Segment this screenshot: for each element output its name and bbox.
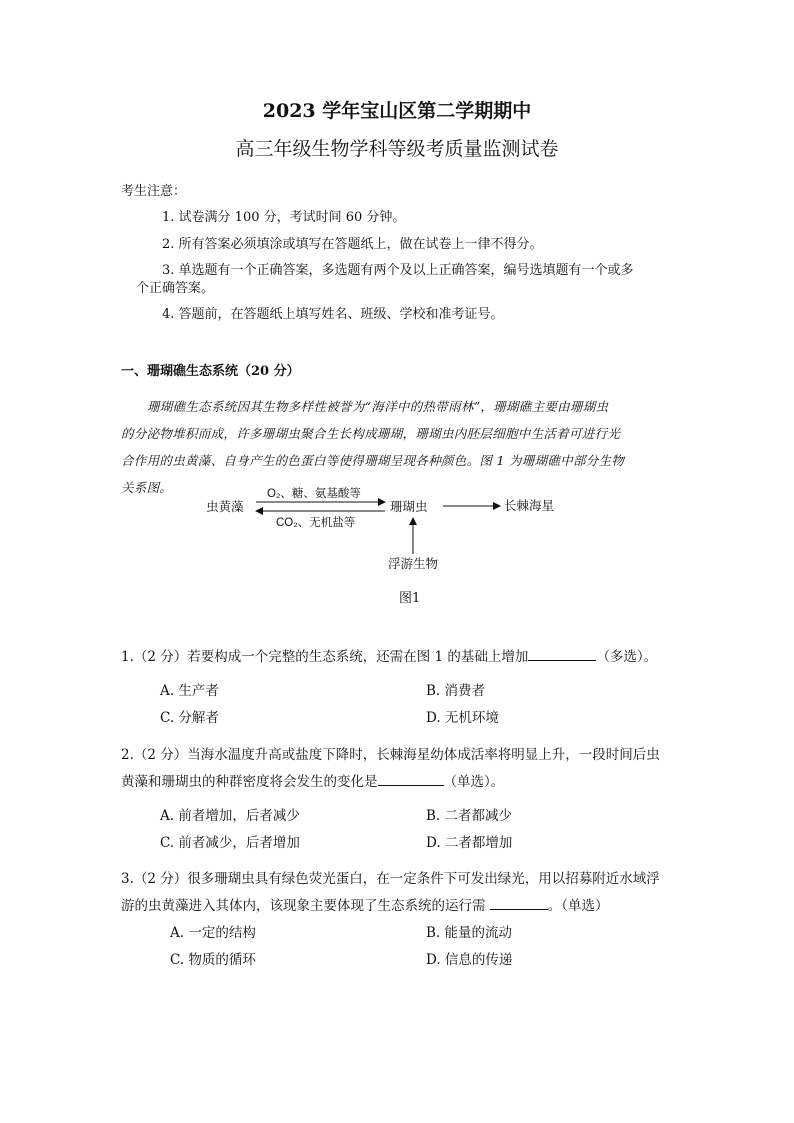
notice-item-2: 2. 所有答案必须填涂或填写在答题纸上，做在试卷上一律不得分。 (162, 237, 543, 252)
notice-item-3: 3. 单选题有一个正确答案，多选题有两个及以上正确答案，编号选填题有一个或多 (162, 263, 634, 278)
option-item[interactable]: D. 二者都增加 (426, 835, 513, 851)
option-item[interactable]: C. 前者减少，后者增加 (160, 835, 300, 851)
exam-title-line1: 2023 学年宝山区第二学期期中 (262, 100, 532, 122)
answer-blank (490, 895, 548, 910)
answer-blank (528, 646, 596, 661)
option-item[interactable]: B. 消费者 (426, 683, 486, 699)
option-item[interactable]: D. 无机环境 (426, 710, 499, 726)
figure-1-diagram (190, 482, 590, 582)
option-item[interactable]: A. 生产者 (160, 683, 219, 699)
notice-item-1: 1. 试卷满分 100 分，考试时间 60 分钟。 (162, 210, 406, 225)
option-item[interactable]: C. 分解者 (160, 710, 219, 726)
option-item[interactable]: C. 物质的循环 (170, 952, 256, 968)
node-plankton: 浮游生物 (388, 557, 439, 571)
notice-heading: 考生注意： (121, 184, 187, 199)
option-item[interactable]: A. 一定的结构 (170, 925, 256, 941)
arrow-top-label: O₂、糖、氨基酸等 (267, 488, 361, 500)
node-coral: 珊瑚虫 (390, 500, 428, 514)
arrow-bottom-label: CO₂、无机盐等 (276, 517, 356, 529)
question-3-text-cont: 游的虫黄藻进入其体内，该现象主要体现了生态系统的运行需 (121, 898, 486, 914)
paragraph-line: 关系图。 (121, 480, 173, 495)
question-1-tail: （多选）。 (596, 649, 658, 665)
question-3-stem-cont (121, 894, 609, 914)
question-3-tail: 。（单选） (547, 898, 609, 914)
question-1-text: 1.（2 分）若要构成一个完整的生态系统，还需在图 1 的基础上增加 (121, 649, 529, 665)
option-item[interactable]: B. 二者都减少 (426, 808, 513, 824)
notice-item-4: 4. 答题前，在答题纸上填写姓名、班级、学校和准考证号。 (162, 307, 504, 322)
question-2-text: 2.（2 分）当海水温度升高或盐度下降时，长棘海星幼体成活率将明显上升，一段时间后虫 (121, 747, 660, 763)
notice-item-3-cont: 个正确答案。 (136, 281, 215, 296)
node-zooxanthellae: 虫黄藻 (206, 500, 244, 514)
paragraph-line: 的分泌物堆积而成，许多珊瑚虫聚合生长构成珊瑚，珊瑚虫内胚层细胞中生活着可进行光 (121, 426, 621, 441)
option-item[interactable]: D. 信息的传递 (426, 952, 513, 968)
node-starfish: 长棘海星 (504, 499, 555, 513)
figure-caption: 图1 (399, 591, 421, 606)
exam-title-line2: 高三年级生物学科等级考质量监测试卷 (235, 138, 559, 160)
question-3-text: 3.（2 分）很多珊瑚虫具有绿色荧光蛋白，在一定条件下可发出绿光，用以招募附近水域浮 (121, 871, 660, 887)
option-item[interactable]: A. 前者增加，后者减少 (160, 808, 300, 824)
answer-blank (378, 771, 444, 786)
question-2-tail: （单选）。 (443, 774, 505, 790)
paragraph-line: 珊瑚礁生态系统因其生物多样性被誉为“海洋中的热带雨林”，珊瑚礁主要由珊瑚虫 (147, 399, 609, 414)
section-heading: 一、珊瑚礁生态系统（20 分） (121, 364, 300, 379)
question-2-text-cont: 黄藻和珊瑚虫的种群密度将会发生的变化是 (121, 774, 378, 790)
option-item[interactable]: B. 能量的流动 (426, 925, 513, 941)
paragraph-line: 合作用的虫黄藻、自身产生的色蛋白等使得珊瑚呈现各种颜色。图 1 为珊瑚礁中部分生物 (121, 453, 625, 468)
question-2-stem-cont (121, 770, 504, 790)
question-1-stem (121, 645, 657, 665)
